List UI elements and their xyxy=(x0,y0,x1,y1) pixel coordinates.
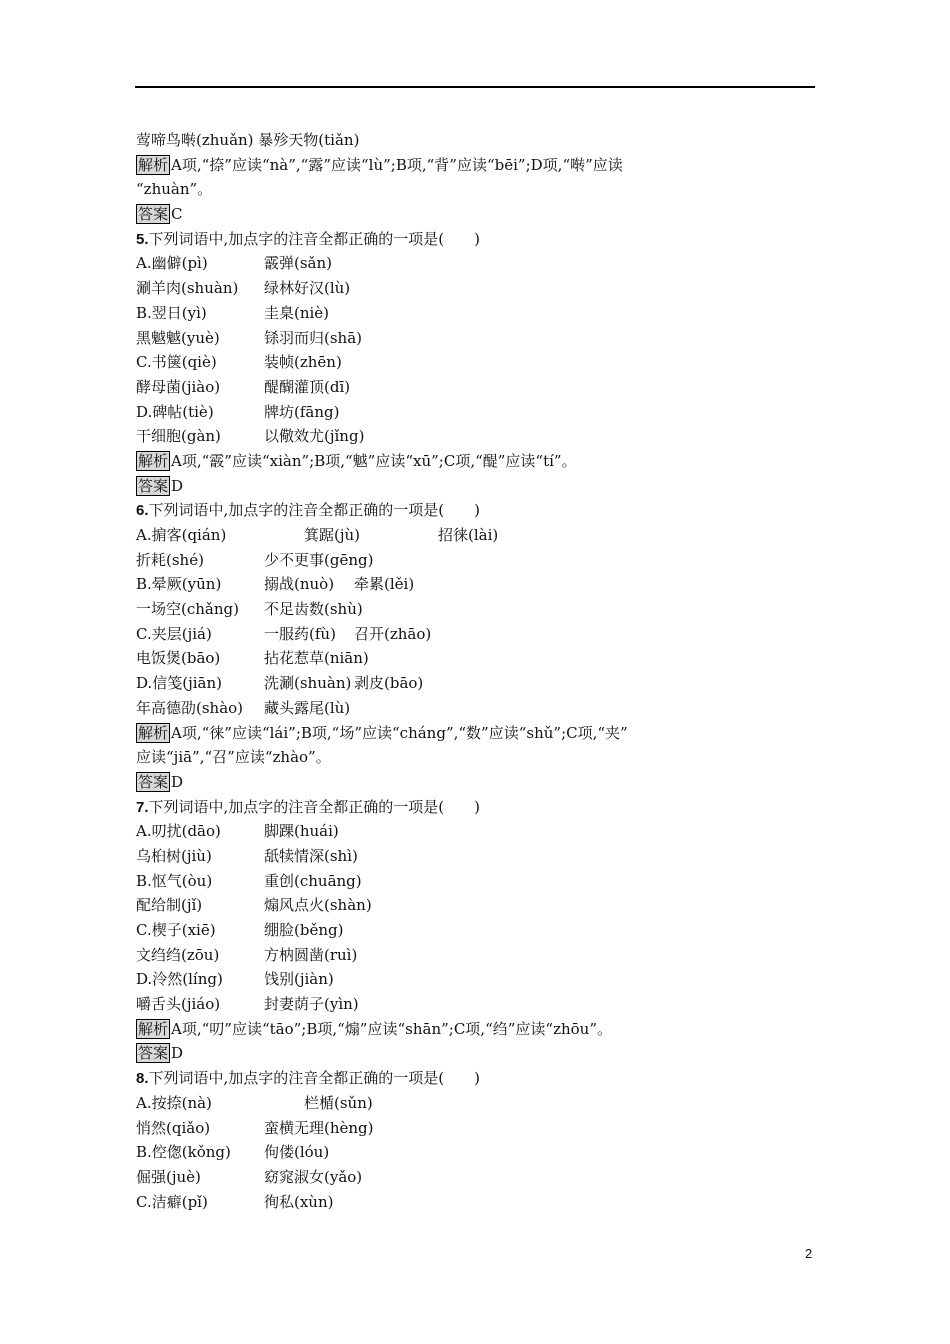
answer-tag: 答案 xyxy=(138,205,169,224)
word-item: 少不更事(gēng) xyxy=(264,550,374,569)
word-item: B.倥偬(kǒng) xyxy=(136,1143,231,1162)
option-line xyxy=(136,177,816,202)
option-line xyxy=(136,301,816,326)
option-line xyxy=(136,943,816,968)
word-item: 绷脸(běng) xyxy=(264,921,344,939)
word-item: 舐犊情深(shì) xyxy=(264,846,358,865)
word-item: 莺啼鸟啭(zhuǎn) 暴殄天物(tiǎn) xyxy=(136,131,360,149)
word-item: 圭臬(niè) xyxy=(264,303,330,322)
word-item: B.怄气(òu) xyxy=(136,871,213,890)
option-line xyxy=(136,276,816,301)
word-item: 脚踝(huái) xyxy=(264,822,339,841)
word-item: 不足齿数(shù) xyxy=(264,600,363,619)
header-rule xyxy=(135,86,815,88)
explanation-tag: 解析 xyxy=(138,723,169,742)
word-item: 干细胞(gàn) xyxy=(136,427,221,446)
word-item: 招徕(lài) xyxy=(438,526,499,544)
option-line xyxy=(136,671,816,696)
question-text: 下列词语中,加点字的注音全都正确的一项是( ) xyxy=(148,229,480,248)
option-line xyxy=(136,1140,816,1165)
word-item: A.按捺(nà) xyxy=(136,1093,212,1112)
word-item: 一场空(chǎng) xyxy=(136,600,239,619)
explanation-tag: 解析 xyxy=(138,451,169,470)
option-line xyxy=(136,251,816,276)
word-item: 洗涮(shuàn) xyxy=(264,674,352,693)
word-item: 徇私(xùn) xyxy=(264,1192,334,1211)
word-item: 电饭煲(bāo) xyxy=(136,649,221,668)
option-line xyxy=(136,1165,816,1190)
explanation-line xyxy=(136,449,816,474)
option-line xyxy=(136,400,816,425)
word-item: 醍醐灌顶(dī) xyxy=(264,377,351,396)
word-item: 嚼舌头(jiáo) xyxy=(136,995,221,1014)
option-line xyxy=(136,745,816,770)
word-item: 重创(chuāng) xyxy=(264,871,362,890)
option-line xyxy=(136,375,816,400)
word-item: 拈花惹草(niān) xyxy=(264,649,369,668)
answer-tag: 答案 xyxy=(138,476,169,495)
word-item: 饯别(jiàn) xyxy=(264,970,334,989)
word-item: 悄然(qiǎo) xyxy=(136,1118,211,1137)
option-line xyxy=(136,1091,816,1116)
question-number: 6. xyxy=(136,502,149,520)
option-line xyxy=(136,424,816,449)
word-item: B.晕厥(yūn) xyxy=(136,575,222,594)
word-item: 栏楯(sǔn) xyxy=(304,1093,373,1112)
question-line xyxy=(136,498,816,523)
option-line xyxy=(136,893,816,918)
question-line xyxy=(136,1066,816,1091)
explanation-tag: 解析 xyxy=(138,155,169,174)
answer-text: D xyxy=(171,772,184,791)
word-item: 文绉绉(zōu) xyxy=(136,945,220,964)
word-item: 佝偻(lóu) xyxy=(264,1143,330,1162)
explanation-text: A项,“徕”应读“lái”;B项,“场”应读“cháng”,“数”应读“shǔ”;C项,“夹” xyxy=(171,723,628,742)
word-item: 霰弹(sǎn) xyxy=(264,254,333,273)
word-item: 窈窕淑女(yǎo) xyxy=(264,1167,363,1186)
option-line xyxy=(136,572,816,597)
word-item: 牌坊(fāng) xyxy=(264,402,340,421)
word-item: C.书箧(qiè) xyxy=(136,353,217,372)
word-item: C.夹层(jiá) xyxy=(136,624,212,643)
word-item: 蛮横无理(hèng) xyxy=(264,1118,374,1137)
option-line xyxy=(136,819,816,844)
question-text: 下列词语中,加点字的注音全都正确的一项是( ) xyxy=(148,797,480,816)
option-line xyxy=(136,844,816,869)
option-line xyxy=(136,1116,816,1141)
option-line xyxy=(136,622,816,647)
word-item: D.泠然(líng) xyxy=(136,970,223,989)
word-item: B.翌日(yì) xyxy=(136,303,207,322)
explanation-text: A项,“霰”应读“xiàn”;B项,“魆”应读“xū”;C项,“醍”应读“tí”。 xyxy=(171,451,577,470)
answer-line xyxy=(136,202,816,227)
option-line xyxy=(136,1190,816,1215)
word-item: 铩羽而归(shā) xyxy=(264,328,363,347)
word-item: 藏头露尾(lù) xyxy=(264,698,351,717)
word-item: 涮羊肉(shuàn) xyxy=(136,279,239,298)
option-line xyxy=(136,326,816,351)
answer-text: C xyxy=(171,205,183,224)
word-item: 以儆效尤(jǐng) xyxy=(264,427,365,446)
option-line xyxy=(136,128,816,153)
option-line xyxy=(136,869,816,894)
explanation-tag: 解析 xyxy=(138,1019,169,1038)
word-item: C.洁癖(pǐ) xyxy=(136,1192,208,1211)
word-item: 剥皮(bāo) xyxy=(354,674,424,693)
word-item: 搦战(nuò) xyxy=(264,575,335,594)
question-line xyxy=(136,227,816,252)
question-text: 下列词语中,加点字的注音全都正确的一项是( ) xyxy=(148,1069,480,1088)
word-item: 倔强(juè) xyxy=(136,1167,201,1186)
option-line xyxy=(136,967,816,992)
word-item: A.掮客(qián) xyxy=(136,526,227,544)
question-line xyxy=(136,795,816,820)
answer-line xyxy=(136,474,816,499)
word-item: 酵母菌(jiào) xyxy=(136,377,221,396)
explanation-line xyxy=(136,1017,816,1042)
word-item: 封妻荫子(yìn) xyxy=(264,995,359,1014)
explanation-line xyxy=(136,153,816,178)
word-item: 乌桕树(jiù) xyxy=(136,846,212,865)
word-item: 方枘圆凿(ruì) xyxy=(264,945,358,964)
word-item: 黑魆魆(yuè) xyxy=(136,328,220,347)
document-body xyxy=(136,128,816,1214)
word-item: 箕踞(jù) xyxy=(304,526,361,544)
option-line xyxy=(136,523,816,548)
word-item: 召开(zhāo) xyxy=(354,624,432,643)
word-item: 年高德劭(shào) xyxy=(136,698,244,717)
option-line xyxy=(136,918,816,943)
word-item: 配给制(jǐ) xyxy=(136,896,203,915)
word-item: D.信笺(jiān) xyxy=(136,674,223,693)
word-item: 煽风点火(shàn) xyxy=(264,896,372,915)
question-number: 7. xyxy=(136,798,149,816)
answer-tag: 答案 xyxy=(138,772,169,791)
answer-text: D xyxy=(171,476,184,495)
word-item: 装帧(zhēn) xyxy=(264,353,342,372)
question-text: 下列词语中,加点字的注音全都正确的一项是( ) xyxy=(148,501,480,520)
word-item: 折耗(shé) xyxy=(136,550,204,569)
option-line xyxy=(136,350,816,375)
question-number: 8. xyxy=(136,1070,149,1088)
answer-tag: 答案 xyxy=(138,1044,169,1063)
explanation-text: A项,“捺”应读“nà”,“露”应读“lù”;B项,“背”应读“bēi”;D项,“啭”应读 xyxy=(171,155,623,174)
explanation-text: A项,“叨”应读“tāo”;B项,“煽”应读“shān”;C项,“绉”应读“zhōu”。 xyxy=(171,1019,613,1038)
answer-line xyxy=(136,770,816,795)
option-line xyxy=(136,548,816,573)
option-line xyxy=(136,992,816,1017)
option-line xyxy=(136,646,816,671)
page-number: 2 xyxy=(805,1246,813,1261)
word-item: 牵累(lěi) xyxy=(354,575,415,594)
word-item: A.幽僻(pì) xyxy=(136,254,208,273)
word-item: C.楔子(xiē) xyxy=(136,921,216,939)
word-item: A.叨扰(dāo) xyxy=(136,822,221,841)
word-item: “zhuàn”。 xyxy=(136,180,213,199)
word-item: 应读“jiā”,“召”应读“zhào”。 xyxy=(136,748,331,767)
explanation-line xyxy=(136,721,816,746)
word-item: 一服药(fù) xyxy=(264,624,336,643)
word-item: 绿林好汉(lù) xyxy=(264,279,351,298)
word-item: D.碑帖(tiè) xyxy=(136,402,214,421)
option-line xyxy=(136,696,816,721)
question-number: 5. xyxy=(136,230,149,248)
answer-text: D xyxy=(171,1044,184,1063)
option-line xyxy=(136,597,816,622)
answer-line xyxy=(136,1041,816,1066)
